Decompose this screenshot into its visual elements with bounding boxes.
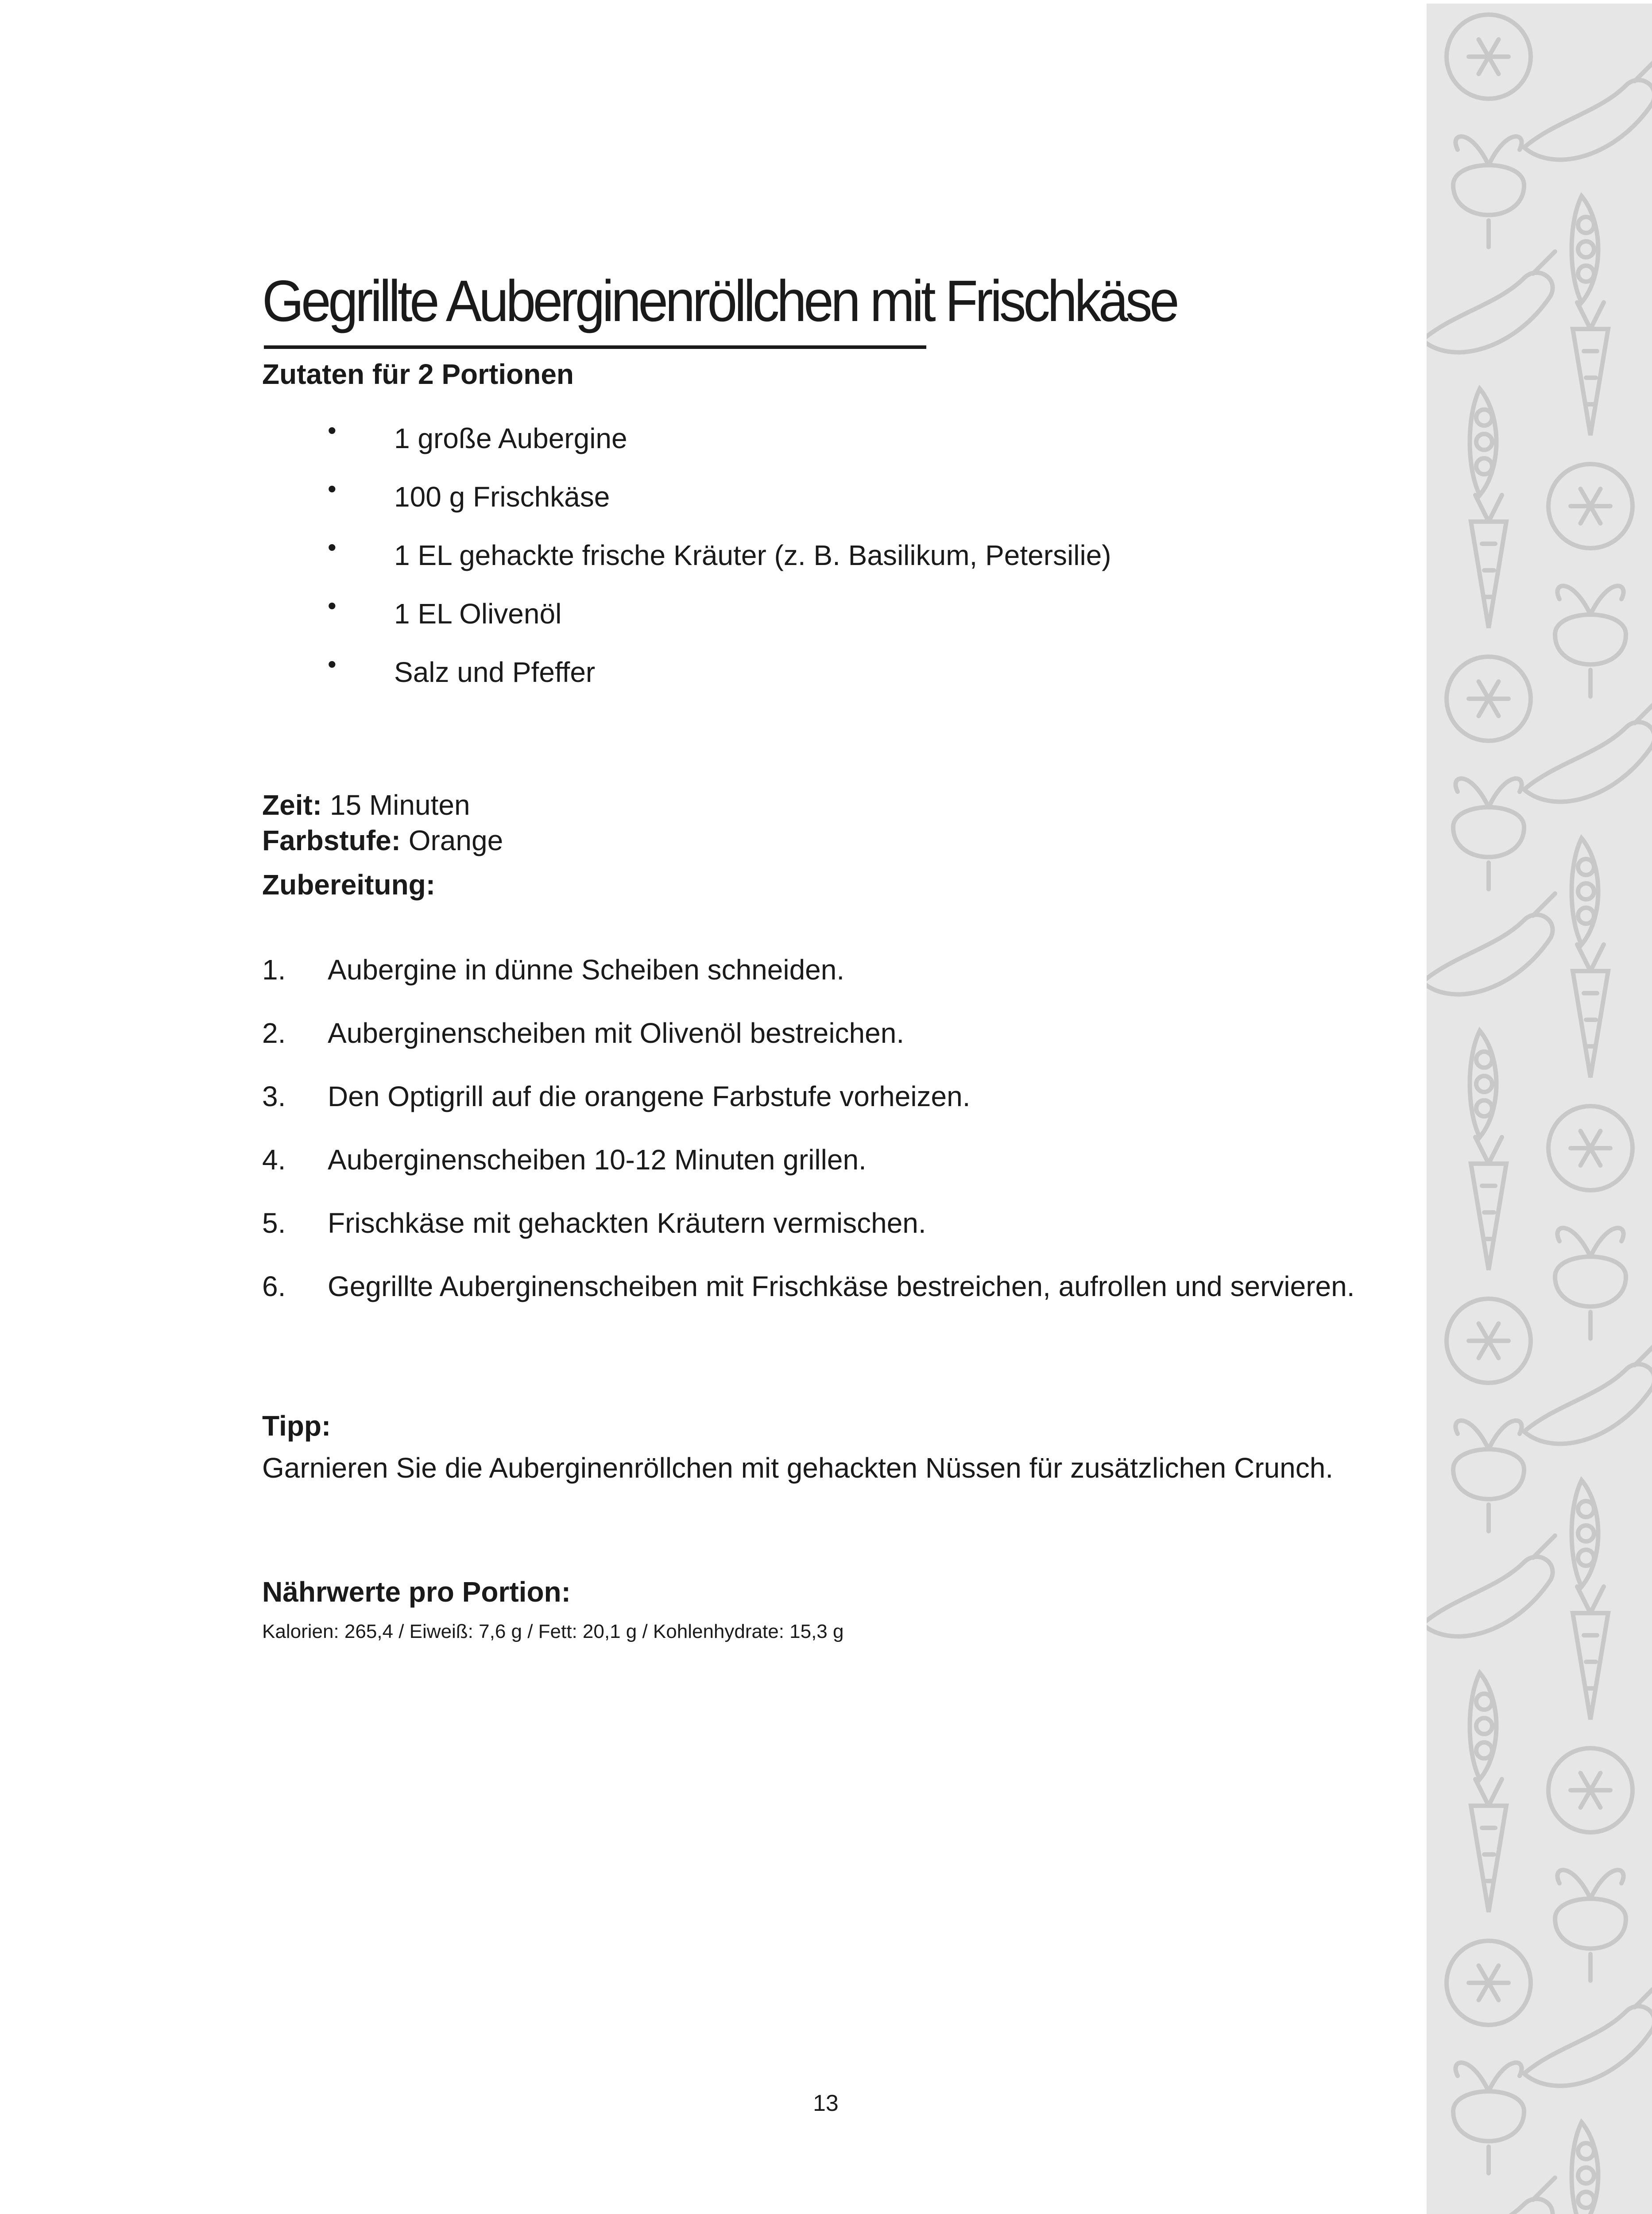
carrot-icon	[1471, 495, 1506, 628]
bullet-icon: •	[328, 650, 337, 678]
pea-pod-icon	[1572, 838, 1598, 944]
title-underline	[264, 345, 926, 349]
pea-pod-icon	[1470, 1031, 1497, 1137]
step-number: 2.	[262, 1017, 286, 1049]
step-text: Gegrillte Auberginenscheiben mit Frischkäse bestreichen, aufrollen und servieren.	[328, 1270, 1355, 1302]
carrot-icon	[1573, 302, 1608, 435]
vegetable-pattern-strip	[1427, 4, 1652, 2214]
recipe-title: Gegrillte Auberginenröllchen mit Frischkäse	[262, 268, 1177, 333]
carrot-icon	[1573, 944, 1608, 1077]
radish-icon	[1555, 1228, 1626, 1339]
level-line	[262, 823, 503, 858]
step-text: Aubergine in dünne Scheiben schneiden.	[328, 954, 845, 986]
eggplant-icon	[1524, 1985, 1652, 2086]
level-label: Farbstufe:	[262, 824, 401, 856]
step-text: Auberginenscheiben 10-12 Minuten grillen.	[328, 1144, 867, 1176]
preparation-heading: Zubereitung:	[262, 869, 436, 901]
eggplant-icon	[1524, 59, 1652, 160]
vegetable-pattern-graphic	[1427, 4, 1652, 2214]
radish-icon	[1453, 2063, 1524, 2173]
tomato-icon	[1447, 657, 1531, 741]
ingredient-text: Salz und Pfeffer	[394, 656, 596, 688]
level-value: Orange	[408, 824, 503, 856]
ingredient-text: 1 EL Olivenöl	[394, 598, 562, 630]
eggplant-icon	[1524, 701, 1652, 802]
time-line	[262, 787, 470, 823]
bullet-icon: •	[328, 592, 337, 619]
bullet-icon: •	[328, 533, 337, 561]
tomato-icon	[1548, 1748, 1633, 1832]
pea-pod-icon	[1572, 1480, 1598, 1587]
radish-icon	[1555, 586, 1626, 697]
eggplant-icon	[1427, 252, 1555, 352]
time-label: Zeit:	[262, 789, 322, 821]
eggplant-icon	[1427, 2178, 1555, 2214]
radish-icon	[1453, 1421, 1524, 1531]
pea-pod-icon	[1572, 2122, 1598, 2214]
eggplant-icon	[1427, 1536, 1555, 1637]
time-value: 15 Minuten	[329, 789, 470, 821]
tomato-icon	[1548, 1106, 1633, 1190]
step-text: Auberginenscheiben mit Olivenöl bestreichen.	[328, 1017, 905, 1049]
pea-pod-icon	[1470, 1673, 1497, 1779]
step-number: 3.	[262, 1080, 286, 1112]
tomato-icon	[1447, 1299, 1531, 1383]
ingredient-text: 1 EL gehackte frische Kräuter (z. B. Basilikum, Petersilie)	[394, 539, 1111, 571]
tomato-icon	[1548, 464, 1633, 548]
step-number: 1.	[262, 954, 286, 986]
step-text: Den Optigrill auf die orangene Farbstufe vorheizen.	[328, 1080, 971, 1112]
tomato-icon	[1447, 1941, 1531, 2025]
pea-pod-icon	[1470, 389, 1497, 495]
tip-text: Garnieren Sie die Auberginenröllchen mit gehackten Nüssen für zusätzlichen Crunch.	[262, 1452, 1334, 1484]
eggplant-icon	[1524, 1343, 1652, 1444]
radish-icon	[1453, 778, 1524, 889]
step-number: 6.	[262, 1270, 286, 1302]
pea-pod-icon	[1572, 196, 1598, 302]
radish-icon	[1555, 1870, 1626, 1981]
carrot-icon	[1573, 1587, 1608, 1719]
ingredient-text: 100 g Frischkäse	[394, 481, 610, 513]
portions-heading: Zutaten für 2 Portionen	[262, 358, 574, 390]
bullet-icon: •	[328, 416, 337, 444]
carrot-icon	[1471, 1779, 1506, 1912]
radish-icon	[1453, 136, 1524, 247]
tip-heading: Tipp:	[262, 1410, 331, 1442]
tomato-icon	[1447, 15, 1531, 99]
step-number: 4.	[262, 1144, 286, 1176]
nutrition-values: Kalorien: 265,4 / Eiweiß: 7,6 g / Fett: 20,1 g / Kohlenhydrate: 15,3 g	[262, 1621, 844, 1642]
eggplant-icon	[1427, 894, 1555, 995]
nutrition-heading: Nährwerte pro Portion:	[262, 1576, 571, 1608]
bullet-icon: •	[328, 475, 337, 503]
page-number: 13	[813, 2090, 839, 2116]
carrot-icon	[1471, 1137, 1506, 1270]
step-number: 5.	[262, 1207, 286, 1239]
step-text: Frischkäse mit gehackten Kräutern vermischen.	[328, 1207, 926, 1239]
ingredient-text: 1 große Aubergine	[394, 422, 627, 454]
